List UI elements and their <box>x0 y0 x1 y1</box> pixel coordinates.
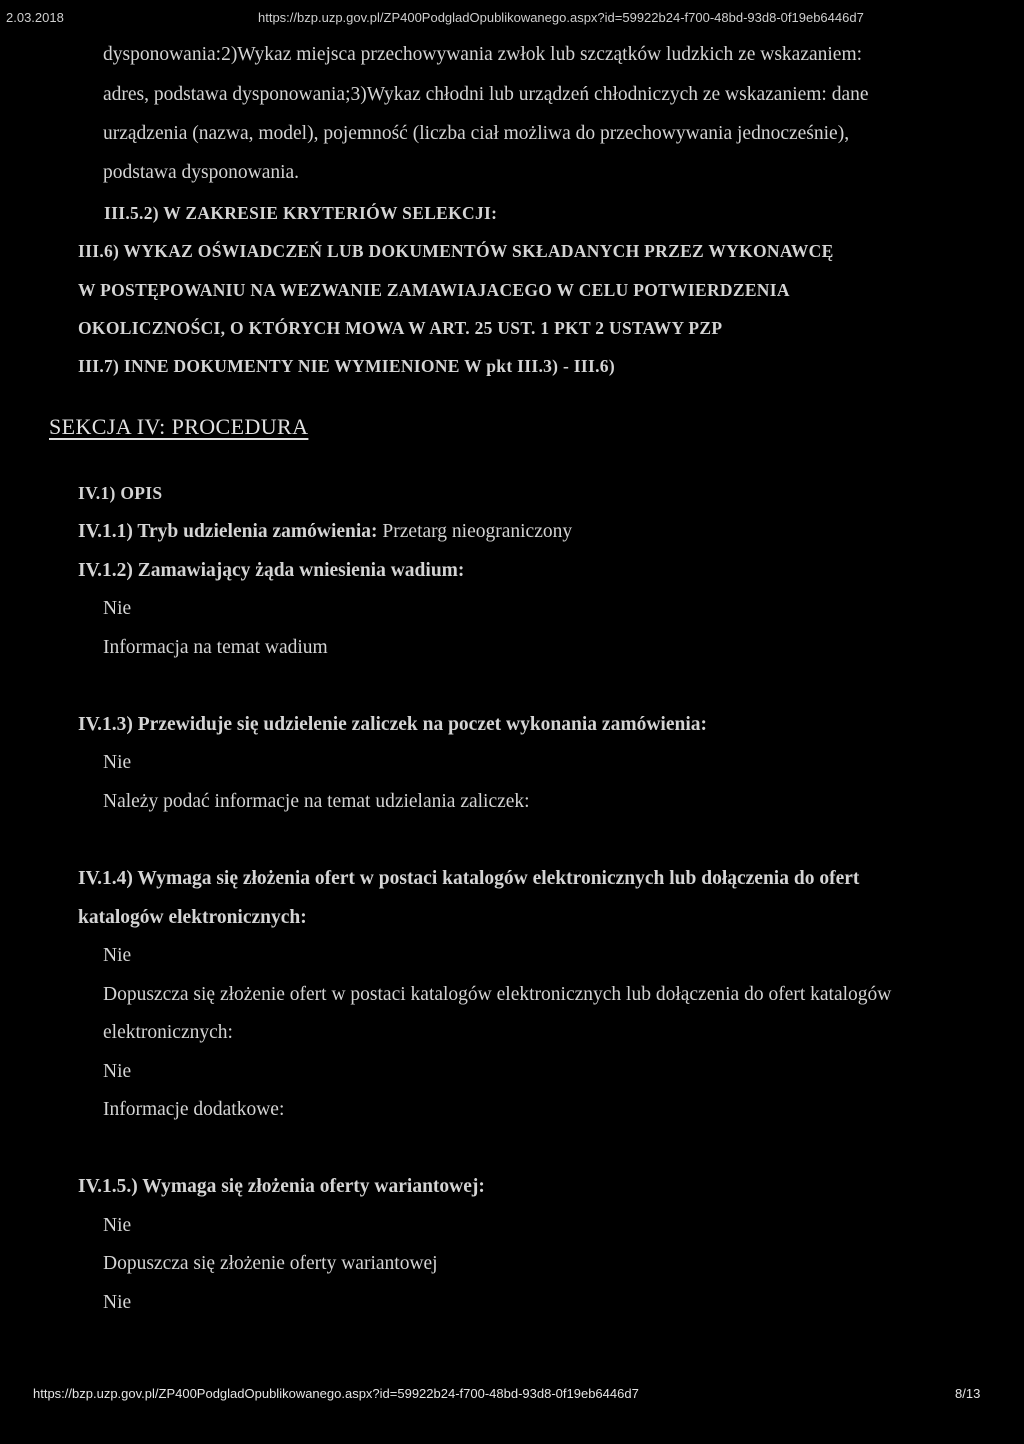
print-date: 2.03.2018 <box>6 10 64 25</box>
field-iv-1-4-info: Informacje dodatkowe: <box>103 1099 285 1120</box>
field-iv-1-3-value: Nie <box>103 752 132 773</box>
intro-line-2: adres, podstawa dysponowania;3)Wykaz chłodni lub urządzeń chłodniczych ze wskazaniem: dane <box>103 84 869 105</box>
field-iv-1-5-allowed-value: Nie <box>103 1292 132 1313</box>
footer-url[interactable]: https://bzp.uzp.gov.pl/ZP400PodgladOpublikowanego.aspx?id=59922b24-f700-48bd-93d8-0f19eb6446d7 <box>33 1386 639 1401</box>
field-iv-1-4-value: Nie <box>103 945 132 966</box>
heading-iii-6-line-1: III.6) WYKAZ OŚWIADCZEŃ LUB DOKUMENTÓW SKŁADANYCH PRZEZ WYKONAWCĘ <box>78 241 834 261</box>
intro-line-1: dysponowania:2)Wykaz miejsca przechowywania zwłok lub szczątków ludzkich ze wskazaniem: <box>103 44 863 65</box>
field-iv-1-1-label: IV.1.1) Tryb udzielenia zamówienia: <box>78 521 378 542</box>
field-iv-1-4-label-2: katalogów elektronicznych: <box>78 907 307 928</box>
section-iv-title: SEKCJA IV: PROCEDURA <box>49 414 309 439</box>
page-number: 8/13 <box>955 1386 981 1401</box>
intro-line-4: podstawa dysponowania. <box>103 162 300 183</box>
field-iv-1-4-allowed-2: elektronicznych: <box>103 1022 233 1043</box>
field-iv-1-4-label-1: IV.1.4) Wymaga się złożenia ofert w postaci katalogów elektronicznych lub dołączenia do ofert <box>78 868 860 889</box>
field-iv-1-4-allowed-1: Dopuszcza się złożenie ofert w postaci katalogów elektronicznych lub dołączenia do ofert katalogów <box>103 984 892 1005</box>
heading-iv-1: IV.1) OPIS <box>78 483 163 503</box>
field-iv-1-2-label: IV.1.2) Zamawiający żąda wniesienia wadium: <box>78 560 465 581</box>
field-iv-1-4-allowed-value: Nie <box>103 1061 132 1082</box>
field-iv-1-5-value: Nie <box>103 1215 132 1236</box>
field-iv-1-5-label: IV.1.5.) Wymaga się złożenia oferty wariantowej: <box>78 1176 485 1197</box>
intro-line-3: urządzenia (nazwa, model), pojemność (liczba ciał możliwa do przechowywania jednocześnie), <box>103 123 850 144</box>
field-iv-1-1-value: Przetarg nieograniczony <box>382 521 573 542</box>
heading-iii-6-line-3: OKOLICZNOŚCI, O KTÓRYCH MOWA W ART. 25 UST. 1 PKT 2 USTAWY PZP <box>78 318 723 338</box>
field-iv-1-5-allowed: Dopuszcza się złożenie oferty wariantowej <box>103 1253 438 1274</box>
heading-iii-7: III.7) INNE DOKUMENTY NIE WYMIENIONE W pkt III.3) - III.6) <box>78 356 615 376</box>
heading-iii-5-2: III.5.2) W ZAKRESIE KRYTERIÓW SELEKCJI: <box>104 203 498 223</box>
field-iv-1-3-info: Należy podać informacje na temat udzielania zaliczek: <box>103 791 530 812</box>
field-iv-1-1 <box>78 521 572 543</box>
field-iv-1-3-label: IV.1.3) Przewiduje się udzielenie zaliczek na poczet wykonania zamówienia: <box>78 714 707 735</box>
field-iv-1-2-value: Nie <box>103 598 132 619</box>
heading-iii-6-line-2: W POSTĘPOWANIU NA WEZWANIE ZAMAWIAJACEGO W CELU POTWIERDZENIA <box>78 280 790 300</box>
header-url[interactable]: https://bzp.uzp.gov.pl/ZP400PodgladOpublikowanego.aspx?id=59922b24-f700-48bd-93d8-0f19eb6446d7 <box>258 10 864 25</box>
field-iv-1-2-info: Informacja na temat wadium <box>103 637 328 658</box>
